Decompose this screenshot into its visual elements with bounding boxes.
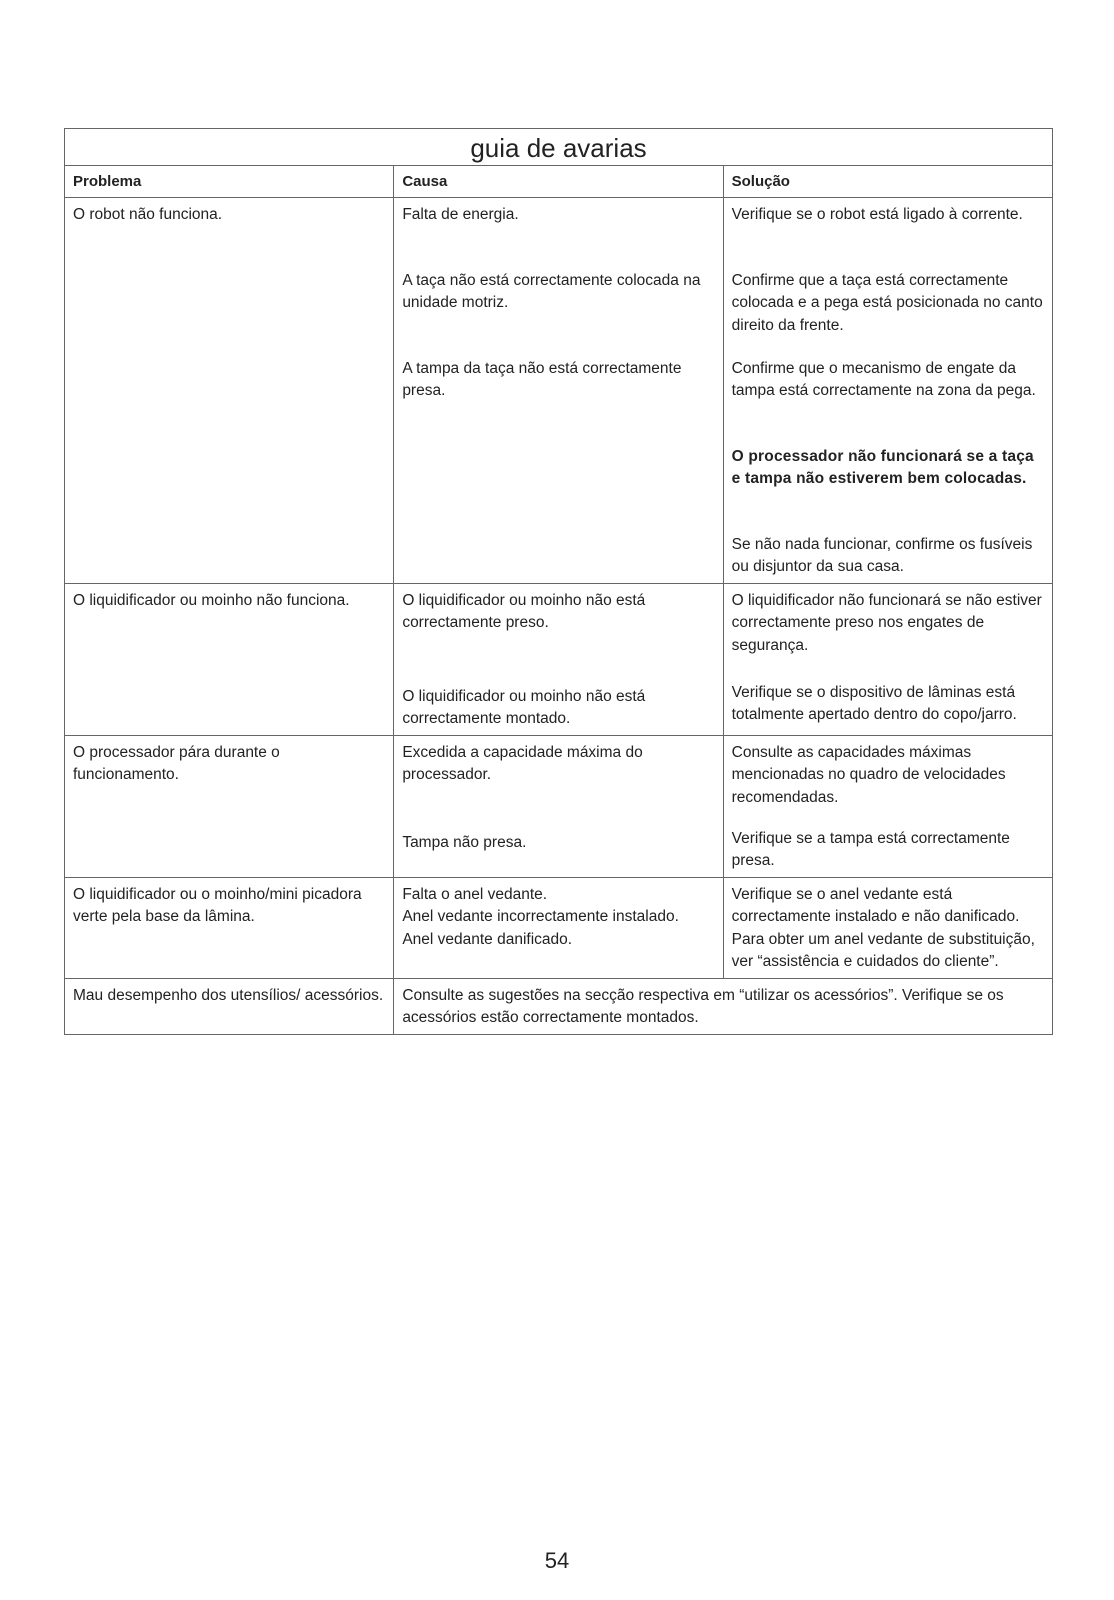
solution-text: Confirme que a taça está correctamente colocada e a pega está posicionada no canto direito da frente.: [731, 271, 1043, 334]
solution-cell: [723, 197, 1052, 583]
problem-cell: [65, 978, 394, 1034]
cause-text: O liquidificador ou moinho não está correctamente montado.: [402, 687, 646, 727]
header-row: [65, 166, 1053, 198]
cause-text: Tampa não presa.: [402, 833, 527, 851]
problem-text: Mau desempenho dos utensílios/ acessórios.: [73, 986, 384, 1004]
cause-cell: [394, 735, 723, 877]
merged-text: Consulte as sugestões na secção respectiva em “utilizar os acessórios”. Verifique se os acessórios estão correctamente montados.: [402, 986, 1004, 1026]
troubleshooting-table: [64, 128, 1053, 1035]
header-cause: Causa: [394, 166, 723, 198]
title-row: [65, 129, 1053, 166]
solution-cell: [723, 583, 1052, 735]
problem-text: O liquidificador ou moinho não funciona.: [73, 591, 350, 609]
page-number: 54: [544, 1548, 570, 1573]
cause-text: A tampa da taça não está correctamente presa.: [402, 359, 682, 399]
cause-cell: [394, 197, 723, 583]
table-row: [65, 735, 1053, 877]
problem-cell: [65, 197, 394, 583]
problem-cell: [65, 877, 394, 978]
cause-text: Falta de energia.: [402, 205, 519, 223]
cause-cell: [394, 583, 723, 735]
merged-cause-solution-cell: [394, 978, 1053, 1034]
table-title: guia de avarias: [65, 129, 1053, 166]
table-row: [65, 978, 1053, 1034]
solution-text: Consulte as capacidades máximas mencionadas no quadro de velocidades recomendadas.: [731, 743, 1006, 806]
cause-text: Excedida a capacidade máxima do processador.: [402, 743, 643, 783]
cause-text: Anel vedante incorrectamente instalado.: [402, 908, 679, 925]
header-solution: Solução: [723, 166, 1052, 198]
table-row: [65, 877, 1053, 978]
solution-warning: O processador não funcionará se a taça e tampa não estiverem bem colocadas.: [731, 447, 1034, 487]
solution-text: O liquidificador não funcionará se não estiver correctamente preso nos engates de segurança.: [731, 591, 1042, 654]
table-row: [65, 197, 1053, 583]
problem-text: O liquidificador ou o moinho/mini picadora verte pela base da lâmina.: [73, 885, 362, 925]
header-problem: Problema: [65, 166, 394, 198]
solution-text: Se não nada funcionar, confirme os fusíveis ou disjuntor da sua casa.: [731, 535, 1033, 575]
problem-cell: [65, 583, 394, 735]
cause-text: Falta o anel vedante.: [402, 885, 548, 903]
table-row: [65, 583, 1053, 735]
solution-text: Verifique se o anel vedante está correctamente instalado e não danificado. Para obter um anel vedante de substituição, ver “assistência e cuidados do cliente”.: [731, 885, 1035, 970]
problem-cell: [65, 735, 394, 877]
solution-text: Verifique se a tampa está correctamente presa.: [731, 829, 1010, 869]
cause-cell: [394, 877, 723, 978]
solution-text: Confirme que o mecanismo de engate da tampa está correctamente na zona da pega.: [731, 359, 1036, 399]
solution-cell: [723, 877, 1052, 978]
problem-text: O processador pára durante o funcionamento.: [73, 743, 280, 783]
cause-text: Anel vedante danificado.: [402, 930, 573, 948]
solution-text: Verifique se o robot está ligado à corrente.: [731, 205, 1023, 223]
problem-text: O robot não funciona.: [73, 205, 223, 223]
solution-text: Verifique se o dispositivo de lâminas está totalmente apertado dentro do copo/jarro.: [731, 683, 1017, 723]
cause-text: O liquidificador ou moinho não está correctamente preso.: [402, 591, 646, 631]
cause-text: A taça não está correctamente colocada na unidade motriz.: [402, 271, 701, 311]
solution-cell: [723, 735, 1052, 877]
